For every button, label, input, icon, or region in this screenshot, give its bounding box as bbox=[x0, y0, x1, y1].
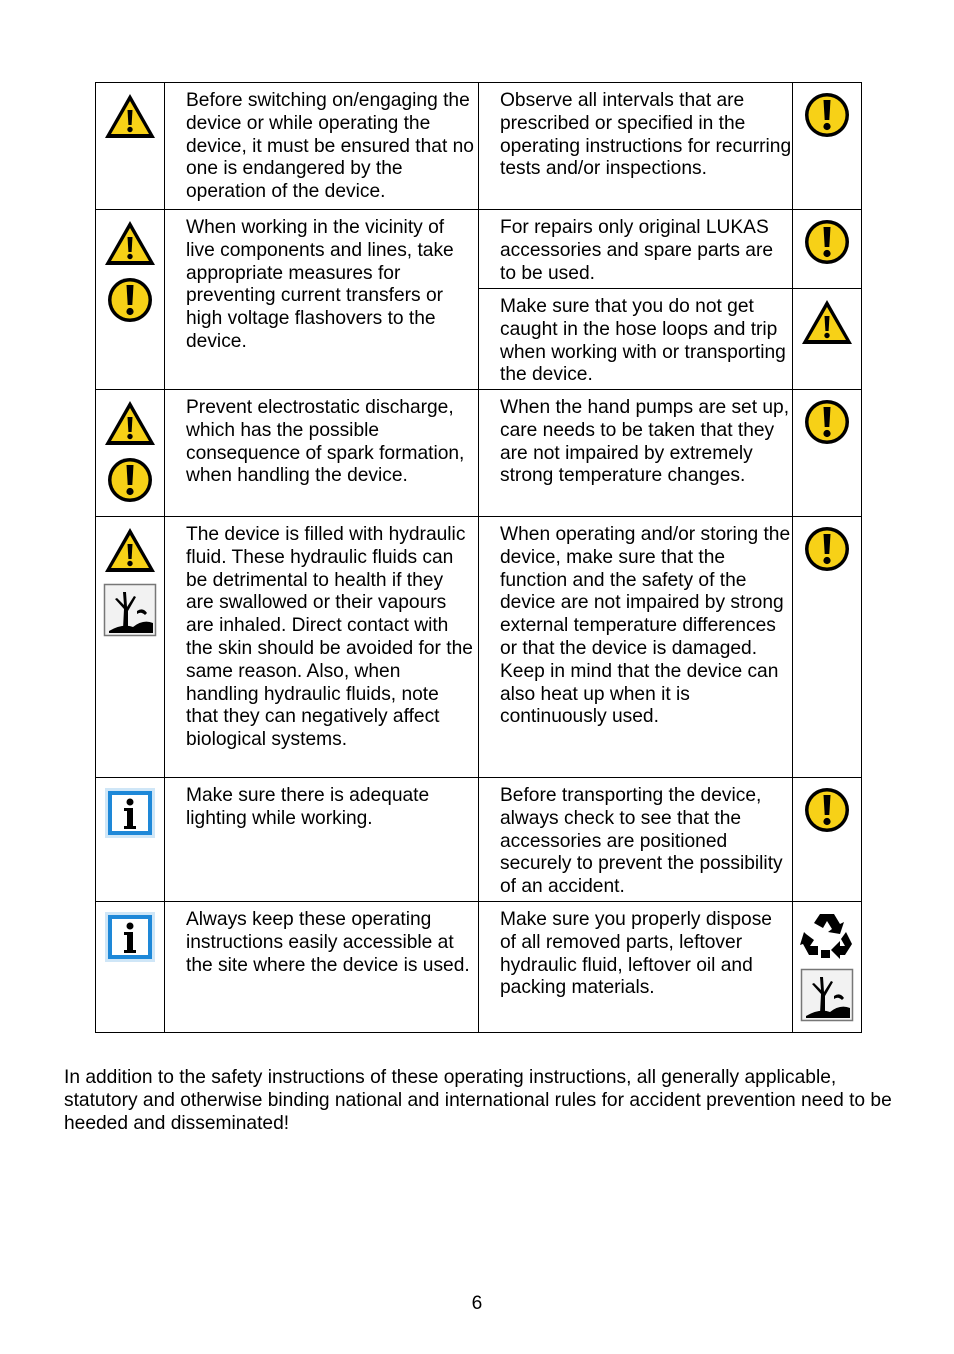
row-text-right: Make sure that you do not get caught in the hose loops and trip when working with or transporting the device. bbox=[479, 289, 793, 390]
row-text-left: The device is filled with hydraulic fluid. These hydraulic fluids can be detrimental to health if they are swallowed or their vapours are inhaled. Direct contact with the skin should be avoided for the same reason. Also, when handling hydraulic fluids, note that they can negatively affect biological systems. bbox=[165, 517, 479, 778]
row-text-right: When operating and/or storing the device, make sure that the function and the safety of the device are not impaired by strong external temperature differences or that the device is damaged. Keep in mind that the device can also heat up when it is continuously used. bbox=[479, 517, 793, 778]
environment-hazard-icon bbox=[800, 968, 854, 1022]
exclamation-circle-icon bbox=[803, 525, 851, 573]
exclamation-circle-icon bbox=[803, 786, 851, 834]
page-number: 6 bbox=[471, 1293, 483, 1314]
exclamation-circle-icon bbox=[803, 398, 851, 446]
table-row bbox=[96, 778, 862, 902]
row-text-left: Make sure there is adequate lighting while working. bbox=[165, 778, 479, 902]
warning-triangle-icon bbox=[103, 91, 157, 141]
row-icons-left bbox=[96, 517, 165, 778]
row-text-left: When working in the vicinity of live components and lines, take appropriate measures for preventing current transfers or high voltage flashovers to the device. bbox=[165, 210, 479, 390]
table-row bbox=[96, 902, 862, 1033]
table-row bbox=[96, 83, 862, 210]
warning-triangle-icon bbox=[800, 297, 854, 347]
exclamation-circle-icon bbox=[803, 218, 851, 266]
exclamation-circle-icon bbox=[803, 91, 851, 139]
footer-note: In addition to the safety instructions of these operating instructions, all generally applicable, statutory and otherwise binding national and international rules for accident prevention need to be heeded and disseminated! bbox=[64, 1067, 892, 1134]
info-icon bbox=[103, 910, 157, 964]
row-icons-right bbox=[793, 289, 862, 390]
row-icons-left bbox=[96, 902, 165, 1033]
row-icons-right bbox=[793, 778, 862, 902]
table-row bbox=[96, 517, 862, 778]
row-icons-right bbox=[793, 210, 862, 289]
row-text-right: For repairs only original LUKAS accessories and spare parts are to be used. bbox=[479, 210, 793, 289]
row-text-left: Always keep these operating instructions easily accessible at the site where the device is used. bbox=[165, 902, 479, 1033]
row-icons-right bbox=[793, 390, 862, 517]
row-text-right: Make sure you properly dispose of all removed parts, leftover hydraulic fluid, leftover oil and packing materials. bbox=[479, 902, 793, 1033]
table-row bbox=[96, 210, 862, 289]
row-icons-right bbox=[793, 902, 862, 1033]
table-row bbox=[96, 390, 862, 517]
recycling-icon bbox=[800, 910, 854, 960]
row-icons-left bbox=[96, 390, 165, 517]
safety-instructions-table bbox=[95, 82, 862, 1033]
exclamation-circle-icon bbox=[106, 276, 154, 324]
environment-hazard-icon bbox=[103, 583, 157, 637]
row-text-right: Observe all intervals that are prescribed or specified in the operating instructions for recurring tests and/or inspections. bbox=[479, 83, 793, 210]
row-icons-left bbox=[96, 778, 165, 902]
warning-triangle-icon bbox=[103, 398, 157, 448]
warning-triangle-icon bbox=[103, 218, 157, 268]
row-text-left: Prevent electrostatic discharge, which has the possible consequence of spark formation, when handling the device. bbox=[165, 390, 479, 517]
row-text-right: When the hand pumps are set up, care needs to be taken that they are not impaired by extremely strong temperature changes. bbox=[479, 390, 793, 517]
row-icons-right bbox=[793, 83, 862, 210]
warning-triangle-icon bbox=[103, 525, 157, 575]
row-icons-left bbox=[96, 210, 165, 390]
info-icon bbox=[103, 786, 157, 840]
row-icons-right bbox=[793, 517, 862, 778]
row-text-right: Before transporting the device, always check to see that the accessories are positioned securely to prevent the possibility of an accident. bbox=[479, 778, 793, 902]
exclamation-circle-icon bbox=[106, 456, 154, 504]
row-text-left: Before switching on/engaging the device or while operating the device, it must be ensured that no one is endangered by the operation of the device. bbox=[165, 83, 479, 210]
row-icons-left bbox=[96, 83, 165, 210]
